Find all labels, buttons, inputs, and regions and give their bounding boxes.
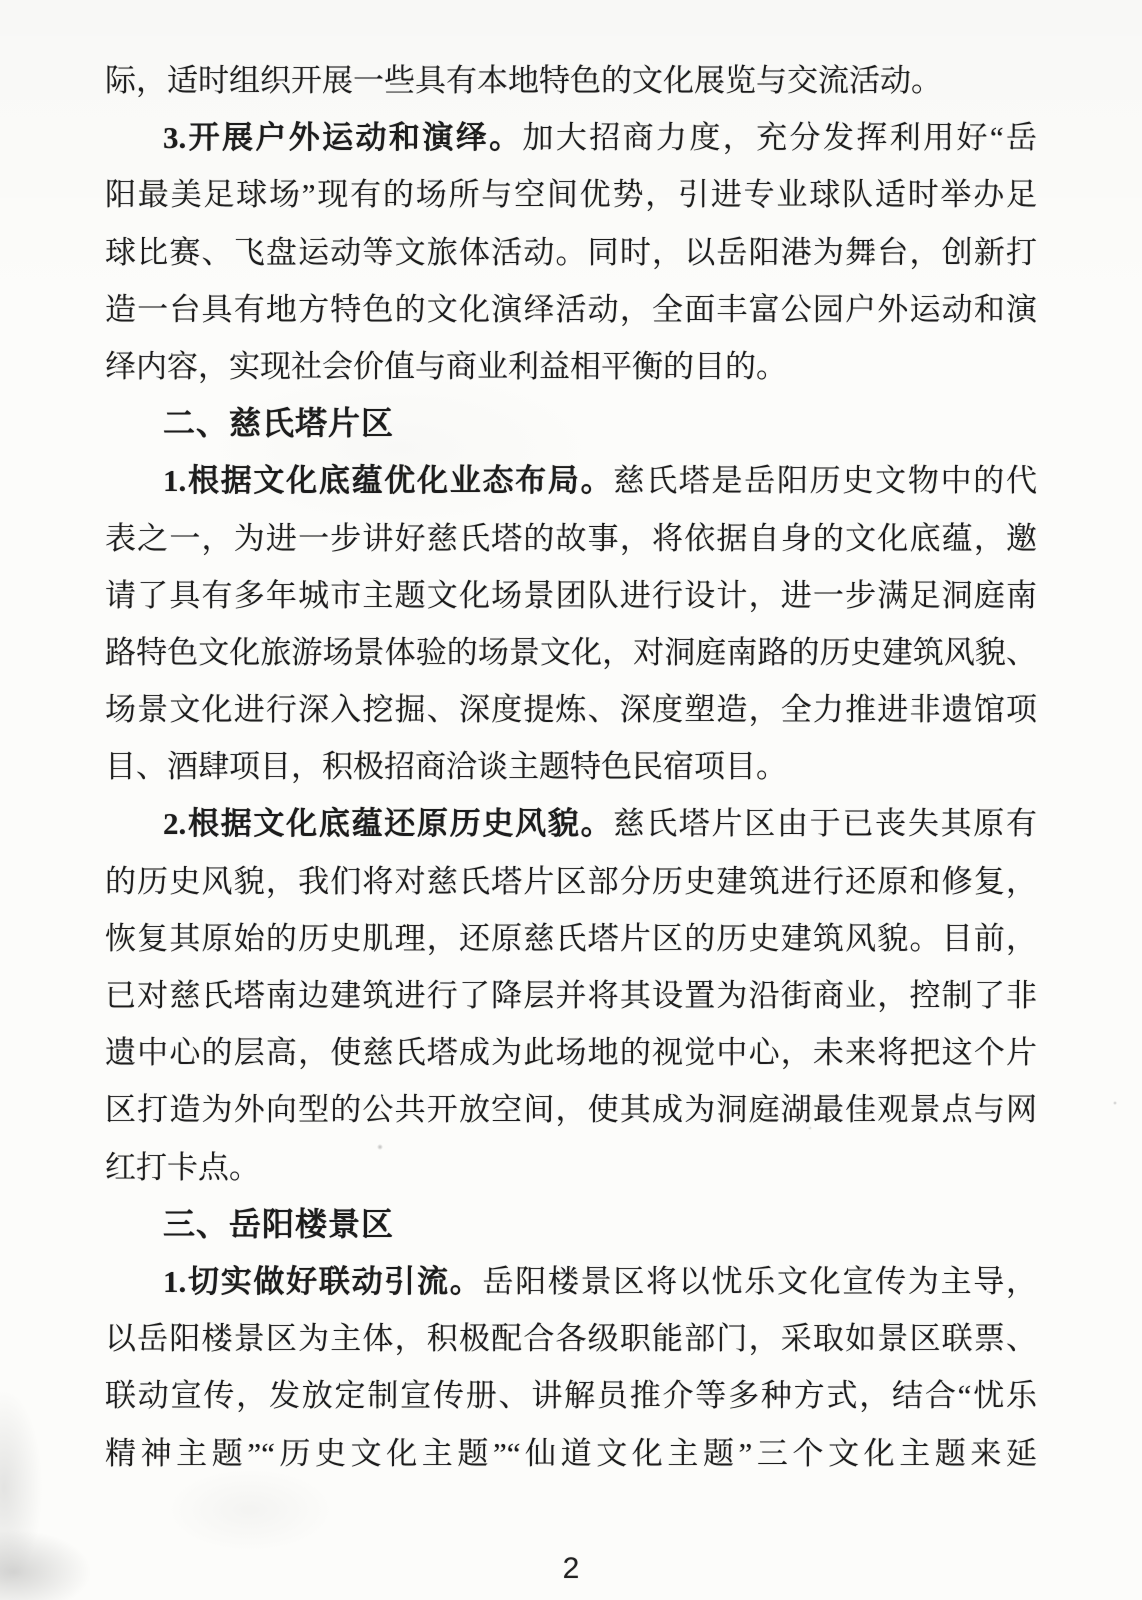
text-line bbox=[105, 738, 1037, 795]
heading-text: 三、岳阳楼景区 bbox=[163, 1205, 395, 1242]
text-run: 表之一，为进一步讲好慈氏塔的故事，将依据自身的文化底蕴，邀 bbox=[105, 520, 1037, 556]
heading-text: 二、慈氏塔片区 bbox=[163, 405, 395, 442]
text-line bbox=[105, 1024, 1037, 1081]
paragraph-lead: 3.开展户外运动和演绎。 bbox=[163, 120, 523, 156]
text-line bbox=[105, 109, 1037, 166]
text-run: 恢复其原始的历史肌理，还原慈氏塔片区的历史建筑风貌。目前， bbox=[105, 920, 1037, 956]
text-run: 慈氏塔是岳阳历史文物中的代 bbox=[613, 463, 1038, 499]
text-line bbox=[105, 795, 1037, 852]
text-run: 慈氏塔片区由于已丧失其原有 bbox=[613, 806, 1038, 842]
document-body bbox=[0, 52, 1142, 1482]
text-line bbox=[105, 338, 1037, 395]
paragraph-lead: 2.根据文化底蕴还原历史风貌。 bbox=[163, 806, 614, 842]
text-line bbox=[105, 624, 1037, 681]
text-line bbox=[105, 1310, 1037, 1367]
text-run: 加大招商力度，充分发挥利用好“岳 bbox=[522, 120, 1038, 156]
text-run: 造一台具有地方特色的文化演绎活动，全面丰富公园户外运动和演 bbox=[105, 291, 1037, 327]
text-line bbox=[105, 510, 1037, 567]
text-run: 请了具有多年城市主题文化场景团队进行设计，进一步满足洞庭南 bbox=[105, 577, 1037, 613]
text-line bbox=[105, 1367, 1037, 1424]
text-run: 球比赛、飞盘运动等文旅体活动。同时，以岳阳港为舞台，创新打 bbox=[105, 234, 1037, 270]
text-line bbox=[105, 567, 1037, 624]
paragraph-lead: 1.切实做好联动引流。 bbox=[163, 1263, 483, 1299]
text-run: 精神主题”“历史文化主题”“仙道文化主题”三个文化主题来延 bbox=[105, 1435, 1037, 1471]
text-run: 遗中心的层高，使慈氏塔成为此场地的视觉中心，未来将把这个片 bbox=[105, 1035, 1037, 1071]
text-line bbox=[105, 681, 1037, 738]
text-line bbox=[105, 1425, 1037, 1482]
text-run: 已对慈氏塔南边建筑进行了降层并将其设置为沿街商业，控制了非 bbox=[105, 978, 1037, 1013]
text-run: 岳阳楼景区将以忧乐文化宣传为主导， bbox=[482, 1263, 1038, 1299]
text-run: 场景文化进行深入挖掘、深度提炼、深度塑造，全力推进非遗馆项 bbox=[105, 692, 1037, 728]
text-line bbox=[105, 910, 1037, 967]
text-run: 红打卡点。 bbox=[105, 1149, 260, 1185]
text-run: 以岳阳楼景区为主体，积极配合各级职能部门，采取如景区联票、 bbox=[105, 1321, 1037, 1357]
text-run: 路特色文化旅游场景体验的场景文化，对洞庭南路的历史建筑风貌、 bbox=[105, 634, 1037, 670]
text-run: 的历史风貌，我们将对慈氏塔片区部分历史建筑进行还原和修复， bbox=[105, 863, 1037, 899]
text-run: 目、酒肆项目，积极招商洽谈主题特色民宿项目。 bbox=[105, 749, 787, 785]
page-number: 2 bbox=[562, 1552, 580, 1585]
text-run: 绎内容，实现社会价值与商业利益相平衡的目的。 bbox=[105, 348, 787, 384]
text-run: 际，适时组织开展一些具有本地特色的文化展览与交流活动。 bbox=[105, 63, 942, 98]
text-line bbox=[105, 1253, 1037, 1310]
section-heading bbox=[105, 395, 1037, 452]
text-line bbox=[105, 1139, 1037, 1196]
text-run: 联动宣传，发放定制宣传册、讲解员推介等多种方式，结合“忧乐 bbox=[105, 1378, 1037, 1414]
text-line bbox=[105, 1081, 1037, 1138]
text-line bbox=[105, 967, 1037, 1024]
text-run: 区打造为外向型的公共开放空间，使其成为洞庭湖最佳观景点与网 bbox=[105, 1092, 1037, 1128]
text-line bbox=[105, 224, 1037, 281]
text-line bbox=[105, 281, 1037, 338]
text-run: 阳最美足球场”现有的场所与空间优势，引进专业球队适时举办足 bbox=[105, 177, 1037, 213]
text-line bbox=[105, 166, 1037, 223]
text-line bbox=[105, 853, 1037, 910]
text-line bbox=[105, 452, 1037, 509]
paragraph-lead: 1.根据文化底蕴优化业态布局。 bbox=[163, 463, 614, 499]
text-line bbox=[105, 52, 1037, 109]
section-heading bbox=[105, 1196, 1037, 1253]
